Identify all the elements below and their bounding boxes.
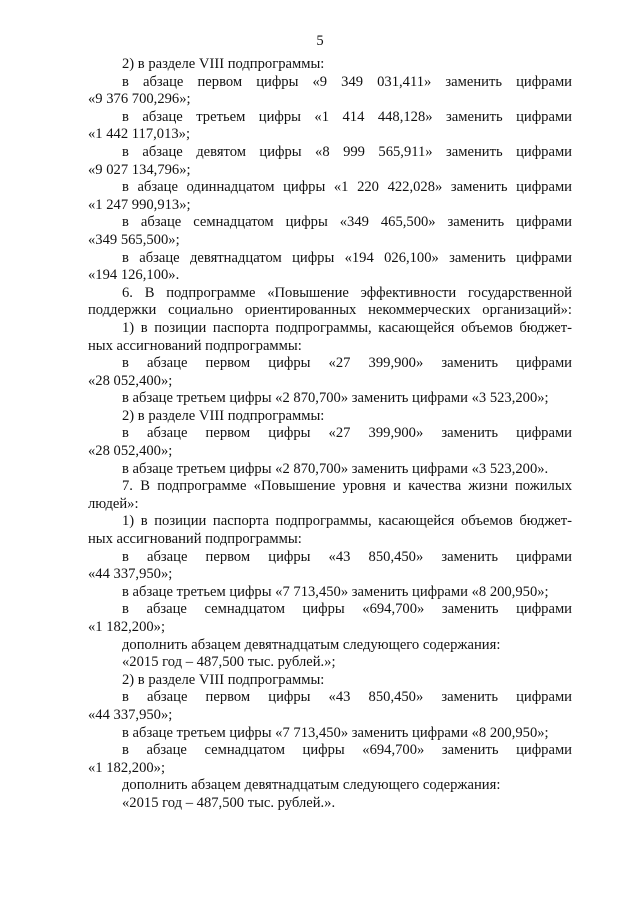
text-line: «44 337,950»; (88, 566, 173, 583)
text-line: в абзаце семнадцатом цифры «694,700» заменить цифрами (122, 601, 572, 618)
text-line: «28 052,400»; (88, 443, 173, 460)
text-line: в абзаце семнадцатом цифры «694,700» заменить цифрами (122, 742, 572, 759)
text-line: 1) в позиции паспорта подпрограммы, касающейся объемов бюджет- (122, 513, 572, 530)
text-line: в абзаце девятнадцатом цифры «194 026,100» заменить цифрами (122, 249, 572, 266)
text-line: в абзаце третьем цифры «7 713,450» заменить цифрами «8 200,950»; (122, 583, 549, 600)
text-line: «44 337,950»; (88, 706, 173, 723)
text-line: «1 182,200»; (88, 619, 166, 635)
text-line: дополнить абзацем девятнадцатым следующего содержания: (122, 777, 501, 794)
document-body (88, 56, 572, 813)
text-line: людей»: (88, 495, 139, 512)
text-line: «1 182,200»; (88, 759, 166, 776)
text-line: 1) в позиции паспорта подпрограммы, касающейся объемов бюджет- (122, 319, 572, 336)
text-line: поддержки социально ориентированных некоммерческих организаций»: (88, 302, 572, 319)
text-line: 2) в разделе VIII подпрограммы: (122, 671, 325, 688)
text-line: ных ассигнований подпрограммы: (88, 337, 302, 354)
text-line: «9 376 700,296»; (88, 91, 191, 108)
text-line: в абзаце девятом цифры «8 999 565,911» заменить цифрами (122, 143, 572, 160)
text-line: 6. В подпрограмме «Повышение эффективности государственной (122, 284, 572, 301)
text-line: 2) в разделе VIII подпрограммы: (122, 407, 325, 424)
text-line: «9 027 134,796»; (88, 161, 191, 178)
text-line: «28 052,400»; (88, 372, 173, 389)
text-line: в абзаце третьем цифры «2 870,700» заменить цифрами «3 523,200». (122, 460, 549, 477)
text-line: ных ассигнований подпрограммы: (88, 531, 302, 548)
text-line: в абзаце третьем цифры «2 870,700» заменить цифрами «3 523,200»; (122, 390, 549, 407)
text-line: в абзаце первом цифры «43 850,450» заменить цифрами (122, 548, 572, 565)
text-line: в абзаце первом цифры «27 399,900» заменить цифрами (122, 425, 572, 442)
text-line: в абзаце третьем цифры «1 414 448,128» заменить цифрами (122, 108, 572, 125)
text-line: в абзаце первом цифры «43 850,450» заменить цифрами (122, 689, 572, 706)
text-line: «1 247 990,913»; (88, 196, 191, 213)
text-line: в абзаце первом цифры «27 399,900» заменить цифрами (122, 355, 572, 372)
text-line: «349 565,500»; (88, 231, 180, 248)
text-line: дополнить абзацем девятнадцатым следующего содержания: (122, 636, 501, 653)
text-line: «2015 год – 487,500 тыс. рублей.». (122, 794, 336, 811)
text-line: в абзаце семнадцатом цифры «349 465,500» заменить цифрами (122, 214, 572, 231)
text-line: 7. В подпрограмме «Повышение уровня и качества жизни пожилых (122, 478, 572, 495)
text-line: «1 442 117,013»; (88, 126, 191, 143)
text-line: «194 126,100». (88, 267, 180, 284)
text-line: в абзаце первом цифры «9 349 031,411» заменить цифрами (122, 73, 572, 90)
page-number: 5 (316, 33, 324, 49)
text-line: «2015 год – 487,500 тыс. рублей.»; (122, 654, 336, 671)
text-line: в абзаце третьем цифры «7 713,450» заменить цифрами «8 200,950»; (122, 724, 549, 741)
text-line: 2) в разделе VIII подпрограммы: (122, 56, 325, 72)
text-line: в абзаце одиннадцатом цифры «1 220 422,028» заменить цифрами (122, 179, 572, 196)
